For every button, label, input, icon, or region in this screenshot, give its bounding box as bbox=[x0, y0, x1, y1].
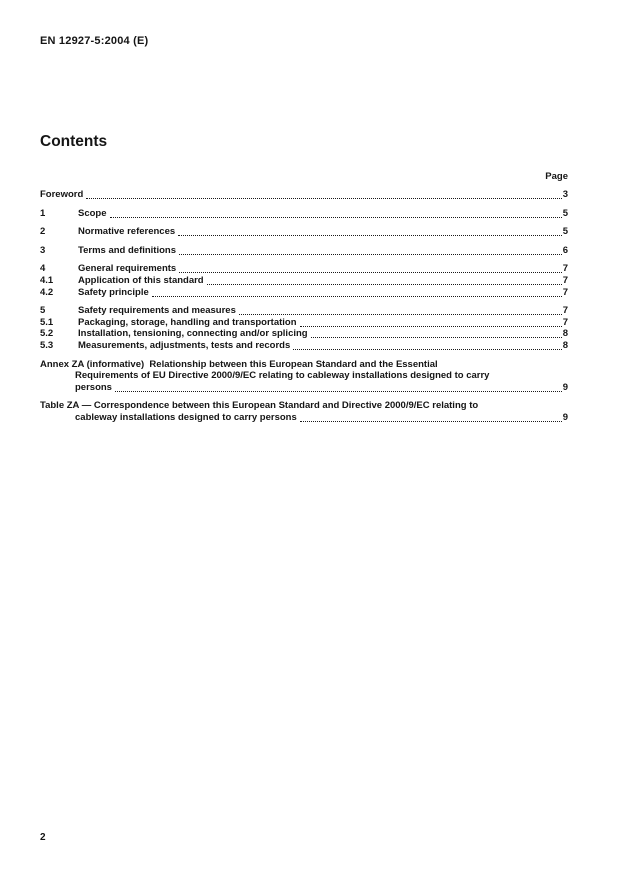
toc-entry-title: persons bbox=[75, 381, 112, 393]
toc-entry-title: Safety principle bbox=[78, 286, 149, 298]
toc-entry-line bbox=[40, 317, 568, 329]
toc-entry-number: 5 bbox=[40, 305, 46, 317]
toc-leader-dots bbox=[300, 421, 562, 422]
toc-entry-page: 9 bbox=[562, 381, 568, 393]
toc-entry-page: 7 bbox=[562, 263, 568, 275]
toc-entry-number: 5.2 bbox=[40, 328, 54, 340]
toc-entry-number: 4.1 bbox=[40, 274, 54, 286]
toc-entry-text-line: Annex ZA (informative) Relationship between this European Standard and the Essential bbox=[40, 358, 438, 370]
table-of-contents bbox=[40, 189, 568, 424]
toc-entry[interactable] bbox=[40, 226, 568, 238]
toc-entry[interactable] bbox=[40, 400, 568, 423]
table-of-contents-section bbox=[40, 171, 568, 424]
toc-entry-page: 7 bbox=[562, 286, 568, 298]
toc-entry-number: 4.2 bbox=[40, 286, 54, 298]
toc-leader-dots bbox=[207, 284, 562, 285]
toc-entry-line bbox=[40, 208, 568, 220]
toc-entry[interactable] bbox=[40, 340, 568, 352]
toc-entry[interactable] bbox=[40, 189, 568, 201]
toc-entry-last-line bbox=[40, 412, 568, 424]
toc-entry-title: Measurements, adjustments, tests and records bbox=[78, 339, 291, 351]
toc-entry-text-line: Table ZA — Correspondence between this European Standard and Directive 2000/9/EC relating to bbox=[40, 400, 479, 412]
toc-entry-line bbox=[40, 226, 568, 238]
toc-entry-page: 8 bbox=[562, 328, 568, 340]
toc-entry-text-line: Requirements of EU Directive 2000/9/EC relating to cableway installations designed to carry bbox=[75, 370, 490, 382]
toc-leader-dots bbox=[311, 337, 562, 338]
toc-entry-page: 5 bbox=[562, 226, 568, 238]
toc-entry-title: Safety requirements and measures bbox=[78, 305, 236, 317]
toc-entry-page: 6 bbox=[562, 244, 568, 256]
toc-entry-line bbox=[40, 340, 568, 352]
toc-leader-dots bbox=[115, 391, 562, 392]
toc-entry[interactable] bbox=[40, 328, 568, 340]
toc-entry[interactable] bbox=[40, 317, 568, 329]
toc-leader-dots bbox=[178, 235, 562, 236]
toc-entry-number: 4 bbox=[40, 263, 46, 275]
toc-entry-title: Packaging, storage, handling and transportation bbox=[78, 316, 297, 328]
toc-entry-title: Application of this standard bbox=[78, 274, 204, 286]
toc-entry-page: 5 bbox=[562, 207, 568, 219]
toc-entry-title: Terms and definitions bbox=[78, 244, 177, 256]
contents-title: Contents bbox=[40, 133, 108, 150]
toc-entry-title: Foreword bbox=[40, 189, 84, 200]
toc-entry-title: Scope bbox=[78, 207, 107, 219]
document-header: EN 12927-5:2004 (E) bbox=[40, 35, 149, 47]
toc-leader-dots bbox=[293, 349, 561, 350]
toc-entry-page: 7 bbox=[562, 305, 568, 317]
toc-entry-number: 2 bbox=[40, 226, 46, 238]
toc-leader-dots bbox=[179, 272, 561, 273]
toc-entry-page: 3 bbox=[562, 189, 568, 200]
toc-entry-page: 7 bbox=[562, 316, 568, 328]
toc-entry-line bbox=[40, 328, 568, 340]
toc-leader-dots bbox=[86, 198, 561, 199]
toc-leader-dots bbox=[152, 296, 562, 297]
toc-entry-line bbox=[40, 287, 568, 299]
toc-entry-title: Normative references bbox=[78, 226, 176, 238]
toc-entry-page: 9 bbox=[562, 411, 568, 423]
toc-entry-line bbox=[40, 275, 568, 287]
toc-leader-dots bbox=[239, 314, 562, 315]
toc-entry-last-line bbox=[40, 382, 568, 394]
toc-entry[interactable] bbox=[40, 263, 568, 275]
toc-entry-number: 3 bbox=[40, 244, 46, 256]
toc-entry-line bbox=[40, 263, 568, 275]
toc-leader-dots bbox=[179, 254, 562, 255]
toc-entry[interactable] bbox=[40, 287, 568, 299]
toc-entry-line bbox=[40, 189, 568, 201]
toc-entry-title: cableway installations designed to carry persons bbox=[75, 411, 297, 423]
toc-entry[interactable] bbox=[40, 245, 568, 257]
toc-entry-number: 1 bbox=[40, 207, 46, 219]
toc-leader-dots bbox=[300, 326, 562, 327]
page-column-label: Page bbox=[545, 171, 568, 182]
toc-entry-line bbox=[40, 245, 568, 257]
toc-entry-page: 7 bbox=[562, 274, 568, 286]
toc-entry-title: General requirements bbox=[78, 263, 177, 275]
toc-entry[interactable] bbox=[40, 305, 568, 317]
page-number-footer: 2 bbox=[40, 832, 46, 843]
toc-entry-line bbox=[40, 305, 568, 317]
toc-entry[interactable] bbox=[40, 359, 568, 394]
toc-entry[interactable] bbox=[40, 208, 568, 220]
toc-entry-number: 5.1 bbox=[40, 316, 54, 328]
toc-entry[interactable] bbox=[40, 275, 568, 287]
toc-entry-title: Installation, tensioning, connecting and/or splicing bbox=[78, 328, 308, 340]
toc-entry-number: 5.3 bbox=[40, 339, 54, 351]
toc-entry-page: 8 bbox=[562, 339, 568, 351]
toc-leader-dots bbox=[110, 217, 562, 218]
